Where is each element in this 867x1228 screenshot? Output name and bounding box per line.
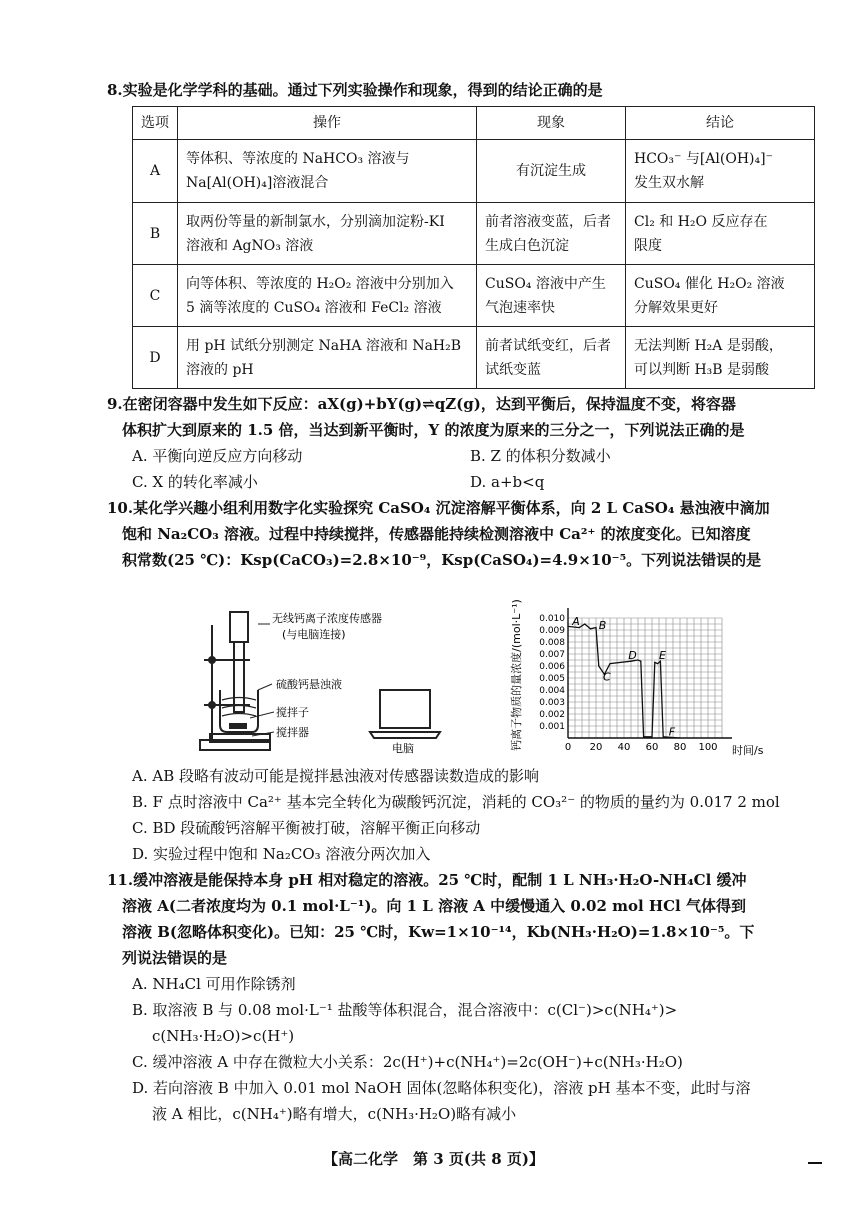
q11-stem-line4: 列说法错误的是 — [122, 949, 228, 967]
data-point — [679, 737, 680, 738]
data-point — [663, 736, 664, 737]
table-row — [133, 140, 815, 203]
q9-option-c: C. X 的转化率减小 — [132, 473, 258, 491]
q10-stem-line2: 饱和 Na₂CO₃ 溶液。过程中持续搅拌，传感器能持续检测溶液中 Ca²⁺ 的浓度变化。已知溶度 — [122, 525, 751, 543]
row-operation: 等体积、等浓度的 NaHCO₃ 溶液与 Na[Al(OH)₄]溶液混合 — [178, 140, 477, 203]
x-tick-label: 100 — [698, 742, 718, 753]
apparatus-figure — [190, 600, 490, 760]
table-row — [133, 327, 815, 389]
data-point — [609, 663, 610, 664]
label-computer: 电脑 — [392, 742, 414, 755]
point-label-b: B — [598, 618, 607, 632]
data-point — [567, 626, 568, 627]
data-point — [598, 665, 599, 666]
row-phenomenon: 有沉淀生成 — [477, 140, 626, 203]
q11-stem-line3: 溶液 B(忽略体积变化)。已知：25 ℃时，Kw=1×10⁻¹⁴，Kb(NH₃·H₂O)=1.8×10⁻⁵。下 — [122, 923, 755, 941]
chart-ylabel: 钙离子物质的量浓度/(mol·L⁻¹) — [510, 599, 523, 751]
table-header: 现象 — [477, 107, 626, 140]
q11-option-b-line1: B. 取溶液 B 与 0.08 mol·L⁻¹ 盐酸等体积混合，混合溶液中：c(Cl⁻)>c(NH₄⁺)> — [132, 1001, 678, 1019]
row-option: B — [133, 203, 178, 265]
y-tick-label: 0.009 — [539, 626, 565, 636]
q11-option-d-line2: 液 A 相比，c(NH₄⁺)略有增大，c(NH₃·H₂O)略有减小 — [152, 1105, 517, 1123]
q11-stem-line1: 11.缓冲溶液是能保持本身 pH 相对稳定的溶液。25 ℃时，配制 1 L NH₃·H₂O-NH₄Cl 缓冲 — [107, 871, 747, 889]
label-suspension: 硫酸钙悬浊液 — [276, 678, 342, 691]
q8-stem: 8.实验是化学学科的基础。通过下列实验操作和现象，得到的结论正确的是 — [107, 81, 603, 99]
y-tick-label: 0.001 — [539, 722, 565, 732]
q10-option-d: D. 实验过程中饱和 Na₂CO₃ 溶液分两次加入 — [132, 845, 431, 863]
x-tick-label: 80 — [673, 742, 687, 753]
sensor-probe — [234, 642, 244, 712]
page-footer: 【高二化学 第 3 页(共 8 页)】 — [323, 1150, 544, 1168]
q9-stem-line2: 体积扩大到原来的 1.5 倍，当达到新平衡时，Y 的浓度为原来的三分之一，下列说法正确的是 — [122, 421, 745, 439]
calcium-concentration-chart — [500, 590, 770, 760]
label-stirbar: 搅拌子 — [276, 706, 309, 719]
stir-bar-icon — [230, 724, 246, 728]
experiment-table — [132, 106, 815, 389]
q11-option-a: A. NH₄Cl 可用作除锈剂 — [132, 975, 296, 993]
data-point — [637, 659, 638, 660]
table-header: 结论 — [626, 107, 815, 140]
y-tick-label: 0.010 — [539, 614, 565, 624]
data-point — [590, 628, 591, 629]
q10-stem-line1: 10.某化学兴趣小组利用数字化实验探究 CaSO₄ 沉淀溶解平衡体系，向 2 L CaSO₄ 悬浊液中滴加 — [107, 499, 770, 517]
row-phenomenon: CuSO₄ 溶液中产生 气泡速率快 — [477, 265, 626, 327]
label-sensor: 无线钙离子浓度传感器 — [272, 612, 382, 625]
q9-stem-line1: 9.在密闭容器中发生如下反应：aX(g)+bY(g)⇌qZ(g)，达到平衡后，保持温度不变，将容器 — [107, 395, 736, 413]
x-tick-label: 60 — [645, 742, 659, 753]
y-tick-label: 0.007 — [539, 650, 565, 660]
data-point — [654, 662, 655, 663]
row-conclusion: Cl₂ 和 H₂O 反应存在 限度 — [626, 203, 815, 265]
y-tick-label: 0.002 — [539, 710, 565, 720]
point-label-c: C — [603, 670, 611, 684]
laptop-screen-icon — [380, 690, 430, 728]
x-tick-label: 20 — [589, 742, 603, 753]
q10-option-a: A. AB 段略有波动可能是搅拌悬浊液对传感器读数造成的影响 — [132, 767, 539, 785]
sensor-head — [230, 612, 248, 642]
q9-option-b: B. Z 的体积分数减小 — [470, 447, 611, 465]
data-point — [657, 663, 658, 664]
row-phenomenon: 前者试纸变红，后者 试纸变蓝 — [477, 327, 626, 389]
y-tick-label: 0.008 — [539, 638, 565, 648]
q11-option-b-line2: c(NH₃·H₂O)>c(H⁺) — [152, 1027, 295, 1045]
data-point — [595, 627, 596, 628]
row-operation: 向等体积、等浓度的 H₂O₂ 溶液中分别加入 5 滴等浓度的 CuSO₄ 溶液和 FeCl₂ 溶液 — [178, 265, 477, 327]
y-tick-label: 0.006 — [539, 662, 565, 672]
table-header: 操作 — [178, 107, 477, 140]
row-conclusion: 无法判断 H₂A 是弱酸， 可以判断 H₃B 是弱酸 — [626, 327, 815, 389]
q10-stem-line3: 积常数(25 ℃)：Ksp(CaCO₃)=2.8×10⁻⁹，Ksp(CaSO₄)=4.9×10⁻⁵。下列说法错误的是 — [122, 551, 762, 569]
row-phenomenon: 前者溶液变蓝，后者 生成白色沉淀 — [477, 203, 626, 265]
row-option: D — [133, 327, 178, 389]
y-tick-label: 0.003 — [539, 698, 565, 708]
x-tick-label: 40 — [617, 742, 631, 753]
q11-option-c: C. 缓冲溶液 A 中存在微粒大小关系：2c(H⁺)+c(NH₄⁺)=2c(OH⁻)+c(NH₃·H₂O) — [132, 1053, 683, 1071]
q11-option-d-line1: D. 若向溶液 B 中加入 0.01 mol NaOH 固体(忽略体积变化)，溶液 pH 基本不变，此时与溶 — [132, 1079, 751, 1097]
y-tick-label: 0.004 — [539, 686, 565, 696]
point-label-e: E — [659, 648, 666, 662]
table-header: 选项 — [133, 107, 178, 140]
table-row — [133, 265, 815, 327]
row-conclusion: CuSO₄ 催化 H₂O₂ 溶液 分解效果更好 — [626, 265, 815, 327]
laptop-base-icon — [370, 732, 440, 738]
row-conclusion: HCO₃⁻ 与[Al(OH)₄]⁻ 发生双水解 — [626, 140, 815, 203]
chart-xlabel: 时间/s — [732, 744, 764, 757]
table-row — [133, 203, 815, 265]
q11-stem-line2: 溶液 A(二者浓度均为 0.1 mol·L⁻¹)。向 1 L 溶液 A 中缓慢通入 0.02 mol HCl 气体得到 — [122, 897, 746, 915]
y-tick-label: 0.005 — [539, 674, 565, 684]
label-stirrer: 搅拌器 — [276, 726, 309, 739]
data-point — [643, 736, 644, 737]
point-label-a: A — [572, 615, 580, 629]
q10-option-b: B. F 点时溶液中 Ca²⁺ 基本完全转化为碳酸钙沉淀，消耗的 CO₃²⁻ 的物质的量约为 0.017 2 mol — [132, 793, 780, 811]
row-operation: 用 pH 试纸分别测定 NaHA 溶液和 NaH₂B 溶液的 pH — [178, 327, 477, 389]
data-point — [651, 736, 652, 737]
q9-option-a: A. 平衡向逆反应方向移动 — [132, 447, 303, 465]
point-label-f: F — [668, 725, 676, 739]
q10-option-c: C. BD 段硫酸钙溶解平衡被打破，溶解平衡正向移动 — [132, 819, 481, 837]
data-point — [640, 661, 641, 662]
data-point — [584, 623, 585, 624]
row-option: A — [133, 140, 178, 203]
q9-option-d: D. a+b<q — [470, 473, 545, 491]
corner-mark — [808, 1162, 822, 1164]
x-tick-label: 0 — [564, 742, 572, 753]
row-option: C — [133, 265, 178, 327]
point-label-d: D — [628, 648, 637, 662]
row-operation: 取两份等量的新制氯水，分别滴加淀粉-KI 溶液和 AgNO₃ 溶液 — [178, 203, 477, 265]
label-sensor2: (与电脑连接) — [282, 628, 346, 641]
